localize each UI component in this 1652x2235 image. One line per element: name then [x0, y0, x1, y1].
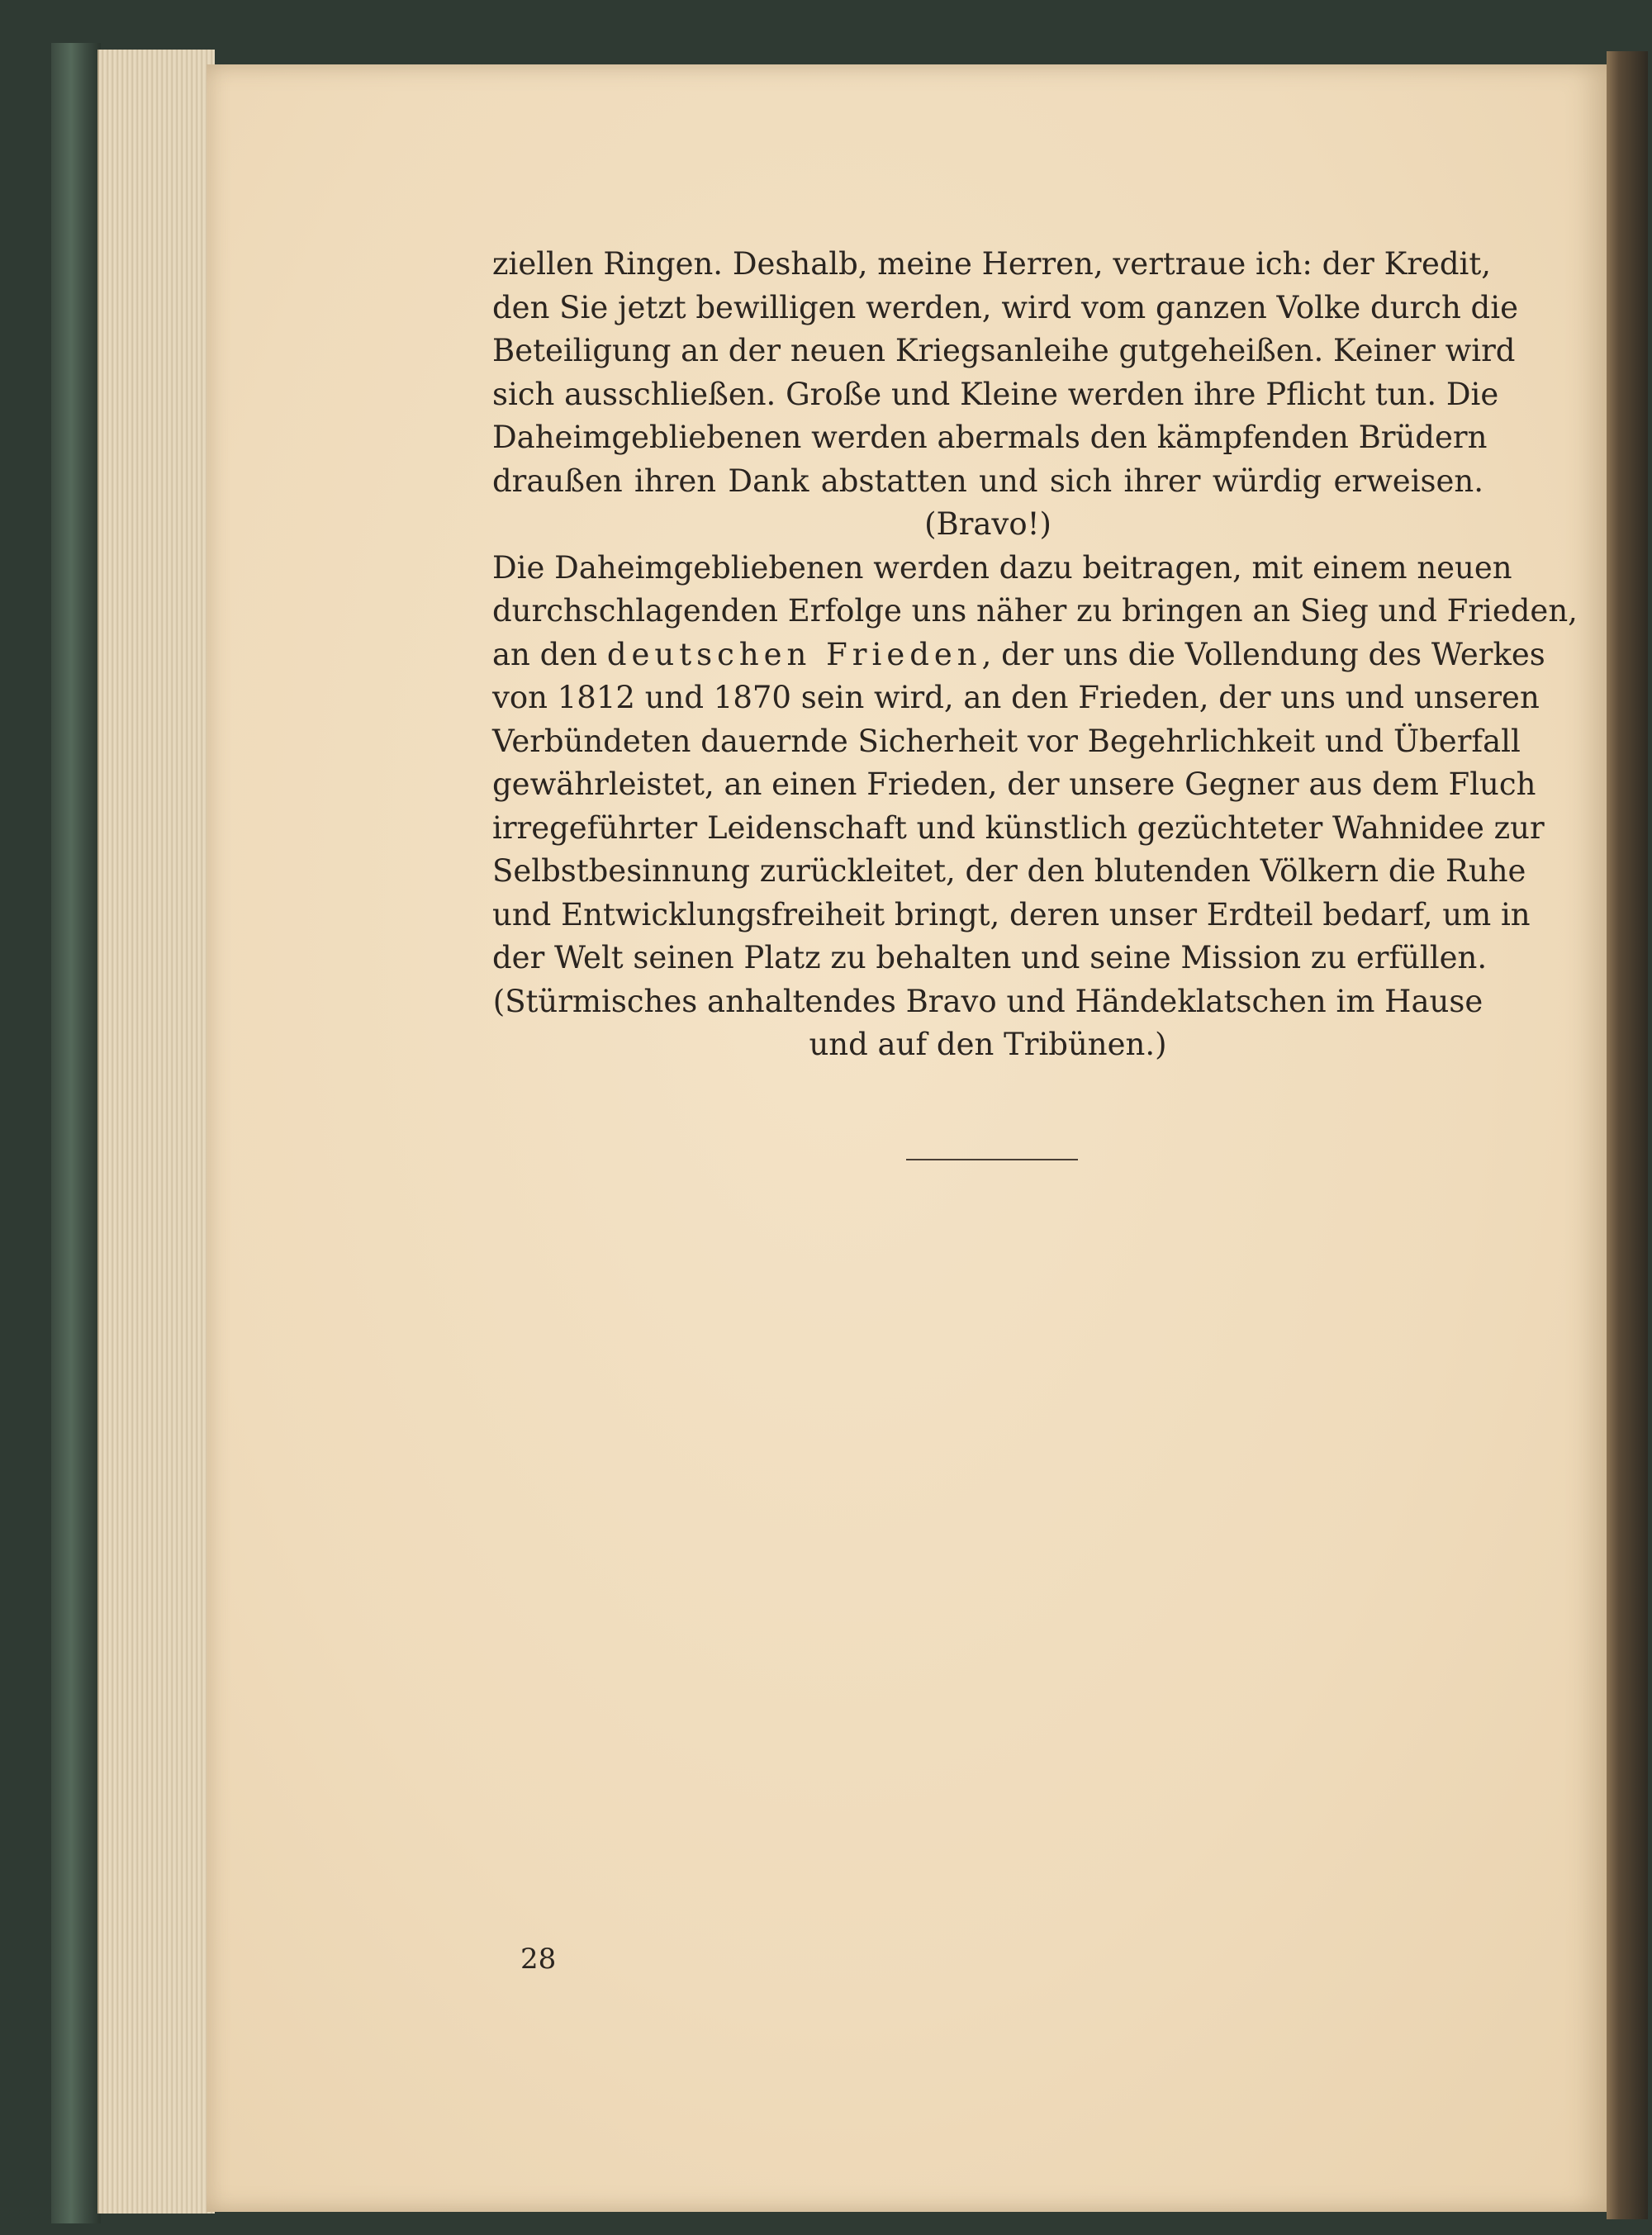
text-fragment: an den: [492, 636, 598, 672]
section-divider: [906, 1159, 1078, 1160]
text-line: Daheimgebliebenen werden abermals den kämpfenden Brüdern: [492, 420, 1488, 455]
text-line: Selbstbesinnung zurückleitet, der den blutenden Völkern die Ruhe: [492, 853, 1526, 889]
text-line: Verbündeten dauernde Sicherheit vor Begehrlichkeit und Überfall: [492, 723, 1521, 759]
emphasized-text: deutschen Frieden: [606, 636, 982, 672]
text-line: irregeführter Leidenschaft und künstlich gezüchteter Wahnidee zur: [492, 809, 1545, 846]
page-edges: [97, 50, 215, 2214]
text-line: sich ausschließen. Große und Kleine werden ihre Pflicht tun. Die: [492, 376, 1499, 412]
text-fragment: , der uns die Vollendung des Werkes: [981, 636, 1545, 672]
book-cover-edge: [1607, 51, 1648, 2219]
text-line: der Welt seinen Platz zu behalten und seine Mission zu erfüllen.: [492, 940, 1488, 975]
page-number: 28: [520, 1943, 557, 1976]
interjection: (Bravo!): [924, 506, 1051, 542]
body-text: [492, 243, 1578, 1067]
text-line: den Sie jetzt bewilligen werden, wird vom ganzen Volke durch die: [492, 289, 1518, 325]
text-line: Die Daheimgebliebenen werden dazu beitragen, mit einem neuen: [492, 549, 1512, 586]
text-line: von 1812 und 1870 sein wird, an den Frieden, der uns und unseren: [492, 680, 1540, 715]
text-line: draußen ihren Dank abstatten und sich ihrer würdig erweisen.: [492, 463, 1483, 499]
text-line: gewährleistet, an einen Frieden, der unsere Gegner aus dem Fluch: [492, 766, 1536, 802]
interjection: (Stürmisches anhaltendes Bravo und Händeklatschen im Hause: [492, 983, 1483, 1019]
text-line: [492, 633, 1545, 677]
text-line: ziellen Ringen. Deshalb, meine Herren, vertraue ich: der Kredit,: [492, 246, 1492, 282]
text-line: durchschlagenden Erfolge uns näher zu bringen an Sieg und Frieden,: [492, 593, 1578, 629]
text-line: und Entwicklungsfreiheit bringt, deren unser Erdteil bedarf, um in: [492, 896, 1531, 932]
interjection: und auf den Tribünen.): [809, 1027, 1167, 1062]
book-spine: [51, 43, 101, 2223]
text-line: Beteiligung an der neuen Kriegsanleihe gutgeheißen. Keiner wird: [492, 333, 1516, 368]
